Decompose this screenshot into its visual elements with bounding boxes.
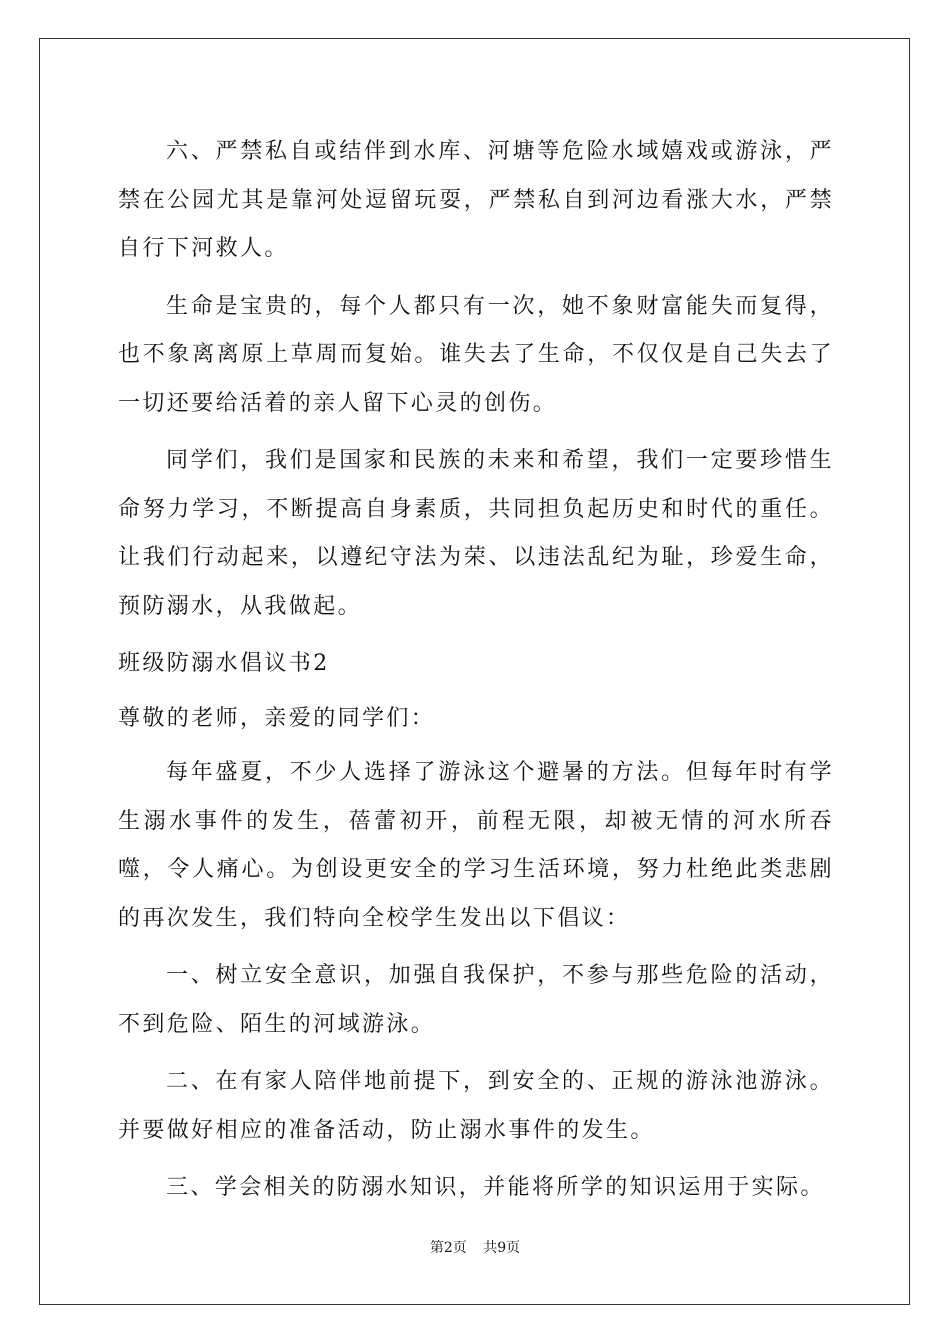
page-number-current: 第2页 bbox=[429, 1240, 467, 1256]
section-title: 班级防溺水倡议书2 bbox=[118, 651, 330, 676]
paragraph-rule-one: 一、树立安全意识，加强自我保护，不参与那些危险的活动，不到危险、陌生的河域游泳。 bbox=[118, 963, 834, 1037]
page-number-total: 共9页 bbox=[483, 1240, 521, 1256]
paragraph-life-precious: 生命是宝贵的，每个人都只有一次，她不象财富能失而复得，也不象离离原上草周而复始。谁失去了生命，不仅仅是自己失去了一切还要给活着的亲人留下心灵的创伤。 bbox=[118, 293, 834, 416]
paragraph-rule-six: 六、严禁私自或结伴到水库、河塘等危险水域嬉戏或游泳，严禁在公园尤其是靠河处逗留玩耍，严禁私自到河边看涨大水，严禁自行下河救人。 bbox=[118, 139, 834, 261]
paragraph-classmates: 同学们，我们是国家和民族的未来和希望，我们一定要珍惜生命努力学习，不断提高自身素质，共同担负起历史和时代的重任。让我们行动起来，以遵纪守法为荣、以违法乱纪为耻，珍爱生命，预防溺水，从我做起。 bbox=[118, 448, 834, 619]
page-footer bbox=[0, 1238, 950, 1258]
paragraph-summer: 每年盛夏，不少人选择了游泳这个避暑的方法。但每年时有学生溺水事件的发生，蓓蕾初开，前程无限，却被无情的河水所吞噬，令人痛心。为创设更安全的学习生活环境，努力杜绝此类悲剧的再次发生，我们特向全校学生发出以下倡议： bbox=[118, 760, 834, 931]
greeting: 尊敬的老师，亲爱的同学们： bbox=[118, 705, 436, 731]
document-body bbox=[118, 128, 834, 1222]
paragraph-rule-two: 二、在有家人陪伴地前提下，到安全的、正规的游泳池游泳。并要做好相应的准备活动，防止溺水事件的发生。 bbox=[118, 1069, 834, 1143]
paragraph-rule-three: 三、学会相关的防溺水知识，并能将所学的知识运用于实际。 bbox=[166, 1175, 825, 1200]
